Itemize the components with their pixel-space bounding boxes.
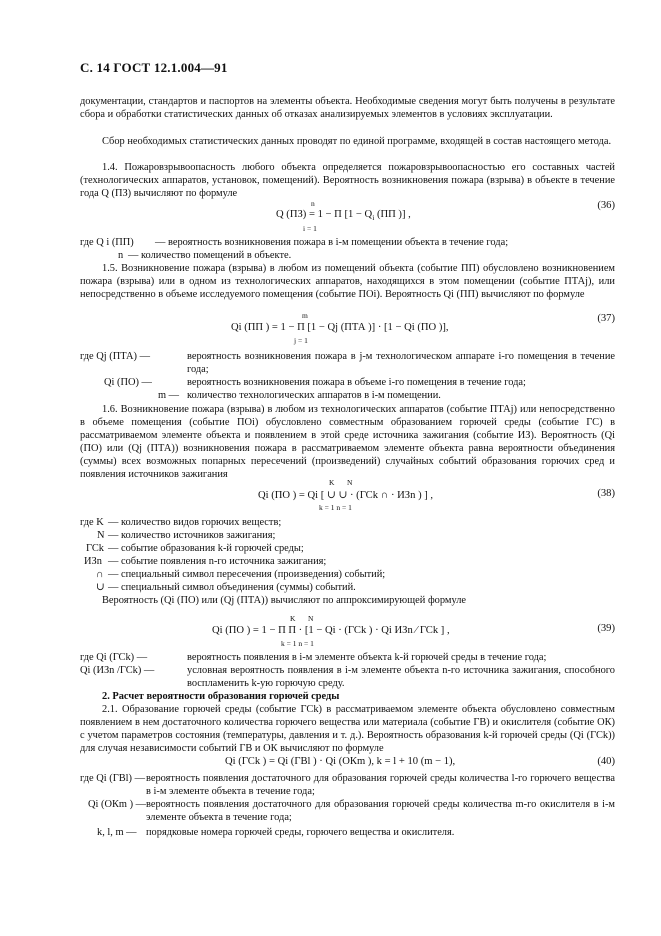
paragraph-2-1: 2.1. Образование горючей среды (событие ГСk) в рассматриваемом элементе объекта обусловлено совместным появлением в нем достаточного количества горючего вещества или материала (событие ГВ) и окислителя (событие ОК) с учетом параметров состояния (температуры, давления и т. д.). Вероятность образования k-й горючей среды (Qi (ГСk)) для случая независимости событий ГВ и ОК вычисляют по формуле xyxy=(80,704,615,755)
def36-text-1: — вероятность возникновения пожара в i-м помещении объекта в течение года; xyxy=(155,237,509,248)
equation-number-39: (39) xyxy=(597,623,615,634)
formula-39: Qi (ПО ) = 1 − Π Π · [1 − Qi · (ГСk ) · Qi ИЗn ⁄ ГСk ] , xyxy=(212,625,450,636)
def38-term-3: ГСk xyxy=(86,543,104,554)
def36-term-1: где Q i (ПП) xyxy=(80,237,134,248)
def39-term-2: Qi (ИЗn /ГСk) — xyxy=(80,665,155,676)
def39-term-1: где Qi (ГСk) — xyxy=(80,652,148,663)
f38-lower-limit: k = 1 n = 1 xyxy=(319,503,352,512)
f38-upper-limit-n: N xyxy=(347,478,353,487)
formula-37: Qi (ПП ) = 1 − Π [1 − Qj (ПТА )] · [1 − Qi (ПО )], xyxy=(231,322,449,333)
def40-text-2: вероятность появления достаточного для образования горючей среды количества m-го окислителя в i-м элементе объекта в течение года; xyxy=(146,799,615,824)
f36-sub: i xyxy=(372,213,375,223)
def36-text-2: — количество помещений в объекте. xyxy=(128,250,292,261)
equation-number-40: (40) xyxy=(597,756,615,767)
def38-term-2: N xyxy=(97,530,105,541)
def39-text-1: вероятность появления в i-м элементе объекта k-й горючей среды в течение года; xyxy=(187,652,547,663)
def38-term-1: где K xyxy=(80,517,104,528)
def38-text-4: — событие появления n-го источника зажигания; xyxy=(108,556,327,567)
paragraph-1-6: 1.6. Возникновение пожара (взрыва) в любом из технологических аппаратов (событие ПТАj) или непосредственно в объеме помещения (событие ПОi) обусловлено совместным образованием горючей среды (событие ГС) в рассматриваемом элементе объекта и появлением в этой среде источника зажигания (событие ИЗ). Вероятность (Qi (ПО) или (Qj (ПТА)) возникновения пожара в рассматриваемом элементе объекта равна вероятности объединения (суммы) всех возможных попарных пересечений (произведений) случайных событий образования горючих сред и появления источников зажигания xyxy=(80,404,615,481)
paragraph-collect: Сбор необходимых статистических данных проводят по единой программе, входящей в состав настоящего метода. xyxy=(102,136,612,147)
def38-text-3: — событие образования k-й горючей среды; xyxy=(108,543,304,554)
def40-term-2: Qi (ОКm ) — xyxy=(88,799,147,810)
def40-text-3: порядковые номера горючей среды, горючего вещества и окислителя. xyxy=(146,827,455,838)
equation-number-36: (36) xyxy=(597,200,615,211)
def37-text-1: вероятность возникновения пожара в j-м технологическом аппарате i-го помещения в течение года; xyxy=(187,351,615,376)
def40-term-3: k, l, m — xyxy=(97,827,137,838)
paragraph-docs: документации, стандартов и паспортов на элементы объекта. Необходимые сведения могут быть получены в результате сбора и обработки статистических данных об отказах анализируемых элементов в условиях эксплуатации. xyxy=(80,96,615,121)
paragraph-1-5: 1.5. Возникновение пожара (взрыва) в любом из помещений объекта (событие ПП) обусловлено возникновением пожара (взрыва) или в одном из технологических аппаратов, находящихся в этом помещении (событие ПТАj), или непосредственно в объеме исследуемого помещения (событие ПОi). Вероятность Qi (ПП) вычисляют по формуле xyxy=(80,263,615,301)
page-header: С. 14 ГОСТ 12.1.004—91 xyxy=(80,60,228,75)
def37-term-1: где Qj (ПТА) — xyxy=(80,351,150,362)
def39-text-2: условная вероятность появления в i-м элементе объекта n-го источника зажигания, способного воспламенить k-ую горючую среду. xyxy=(187,665,615,690)
formula-38: Qi (ПО ) = Qi [ ∪ ∪ · (ГСk ∩ · ИЗn ) ] , xyxy=(258,490,434,501)
def37-text-3: количество технологических аппаратов в i-м помещении. xyxy=(187,390,441,401)
def38-term-4: ИЗn xyxy=(84,556,102,567)
def38-text-5: — специальный символ пересечения (произведения) событий; xyxy=(108,569,386,580)
f37-upper-limit: m xyxy=(302,311,308,320)
def38-text-2: — количество источников зажигания; xyxy=(108,530,276,541)
f36-lhs: Q (ПЗ) = 1 − Π [1 − Q xyxy=(276,209,373,220)
f36-rhs: (ПП )] , xyxy=(374,209,411,220)
f39-lower-limit: k = 1 n = 1 xyxy=(281,639,314,648)
paragraph-approx: Вероятность (Qi (ПО) или (Qj (ПТА)) вычисляют по аппроксимирующей формуле xyxy=(102,595,467,606)
equation-number-38: (38) xyxy=(597,488,615,499)
formula-40: Qi (ГСk ) = Qi (ГВl ) · Qi (ОКm ), k = l + 10 (m − 1), xyxy=(225,756,456,767)
f39-upper-limit-k: K xyxy=(290,614,296,623)
f37-lower-limit: j = 1 xyxy=(294,336,308,345)
def38-term-6: ∪ xyxy=(96,582,105,593)
f36-lower-limit: i = 1 xyxy=(303,224,317,233)
def36-term-2: n xyxy=(118,250,124,261)
def38-text-1: — количество видов горючих веществ; xyxy=(108,517,282,528)
section-heading-2: 2. Расчет вероятности образования горючей среды xyxy=(102,691,340,702)
def37-term-2: Qi (ПО) — xyxy=(104,377,152,388)
f36-upper-limit: n xyxy=(311,199,315,208)
def40-text-1: вероятность появления достаточного для образования горючей среды количества l-го горючего вещества в i-м элементе объекта в течение года; xyxy=(146,773,615,798)
def40-term-1: где Qi (ГВl) — xyxy=(80,773,145,784)
f39-upper-limit-n: N xyxy=(308,614,314,623)
f38-upper-limit-k: K xyxy=(329,478,335,487)
def37-text-2: вероятность возникновения пожара в объеме i-го помещения в течение года; xyxy=(187,377,526,388)
def38-term-5: ∩ xyxy=(96,569,104,580)
def37-term-3: m — xyxy=(158,390,180,401)
paragraph-1-4: 1.4. Пожаровзрывоопасность любого объекта определяется пожаровзрывоопасностью его составных частей (технологических аппаратов, установок, помещений). Вероятность возникновения пожара (взрыва) в объекте в течение года Q (ПЗ) вычисляют по формуле xyxy=(80,162,615,200)
def38-text-6: — специальный символ объединения (суммы) событий. xyxy=(108,582,356,593)
formula-36 xyxy=(276,209,411,222)
equation-number-37: (37) xyxy=(597,313,615,324)
